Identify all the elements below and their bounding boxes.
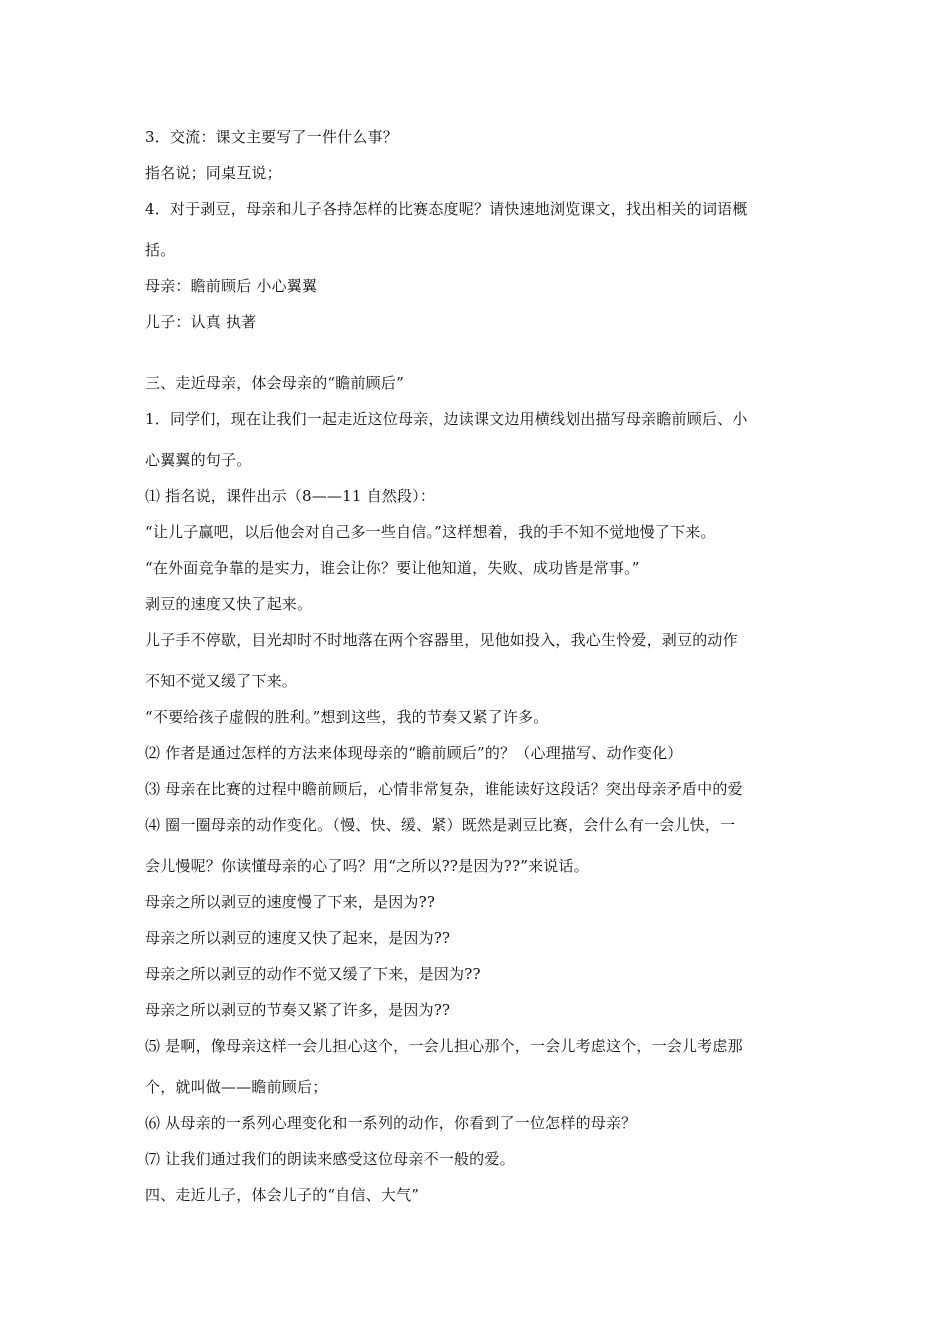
text-line: ⑹ 从母亲的一系列心理变化和一系列的动作，你看到了一位怎样的母亲？ [145, 1114, 637, 1132]
text-line: ⑺ 让我们通过我们的朗读来感受这位母亲不一般的爱。 [145, 1150, 515, 1168]
text-line: ⑴ 指名说，课件出示（8——11 自然段）： [145, 487, 436, 505]
text-line: 母亲之所以剥豆的动作不觉又缓了下来，是因为?? [145, 965, 481, 983]
text-line: 儿子：认真 执著 [145, 313, 257, 331]
text-line: 儿子手不停歇，目光却时不时地落在两个容器里，见他如投入，我心生怜爱，剥豆的动作 [145, 631, 738, 649]
text-line: ⑵ 作者是通过怎样的方法来体现母亲的“瞻前顾后”的？（心理描写、动作变化） [145, 744, 683, 762]
text-line: 剥豆的速度又快了起来。 [145, 595, 313, 613]
text-line: 心翼翼的句子。 [145, 451, 252, 469]
text-line: 4．对于剥豆，母亲和儿子各持怎样的比赛态度呢？请快速地浏览课文，找出相关的词语概 [145, 200, 748, 218]
text-line: ⑸ 是啊，像母亲这样一会儿担心这个，一会儿担心那个，一会儿考虑这个，一会儿考虑那 [145, 1037, 743, 1055]
text-line: 指名说；同桌互说； [145, 164, 282, 182]
text-line: 会儿慢呢？你读懂母亲的心了吗？用“之所以??是因为??”来说话。 [145, 857, 589, 875]
text-line: ⑷ 圈一圈母亲的动作变化。（慢、快、缓、紧）既然是剥豆比赛，会什么有一会儿快，一 [145, 816, 736, 834]
text-line: “在外面竞争靠的是实力，谁会让你？要让他知道，失败、成功皆是常事。” [145, 559, 640, 577]
text-line: “让儿子赢吧，以后他会对自己多一些自信。”这样想着，我的手不知不觉地慢了下来。 [145, 523, 716, 541]
section-heading: 四、走近儿子，体会儿子的“自信、大气” [145, 1186, 420, 1204]
text-line: 个，就叫做——瞻前顾后； [145, 1078, 328, 1096]
text-line: 母亲之所以剥豆的节奏又紧了许多，是因为?? [145, 1001, 451, 1019]
text-line: 3．交流：课文主要写了一件什么事？ [145, 128, 398, 146]
text-line: “不要给孩子虚假的胜利。”想到这些，我的节奏又紧了许多。 [145, 708, 549, 726]
section-heading: 三、走近母亲，体会母亲的“瞻前顾后” [145, 374, 404, 392]
text-line: 母亲之所以剥豆的速度又快了起来，是因为?? [145, 929, 451, 947]
text-line: ⑶ 母亲在比赛的过程中瞻前顾后，心情非常复杂，谁能读好这段话？突出母亲矛盾中的爱 [145, 780, 743, 798]
text-line: 母亲之所以剥豆的速度慢了下来，是因为?? [145, 893, 436, 911]
text-line: 母亲：瞻前顾后 小心翼翼 [145, 277, 318, 295]
text-line: 1．同学们，现在让我们一起走近这位母亲，边读课文边用横线划出描写母亲瞻前顾后、小 [145, 410, 748, 428]
text-line: 不知不觉又缓了下来。 [145, 672, 298, 690]
text-line: 括。 [145, 241, 176, 259]
